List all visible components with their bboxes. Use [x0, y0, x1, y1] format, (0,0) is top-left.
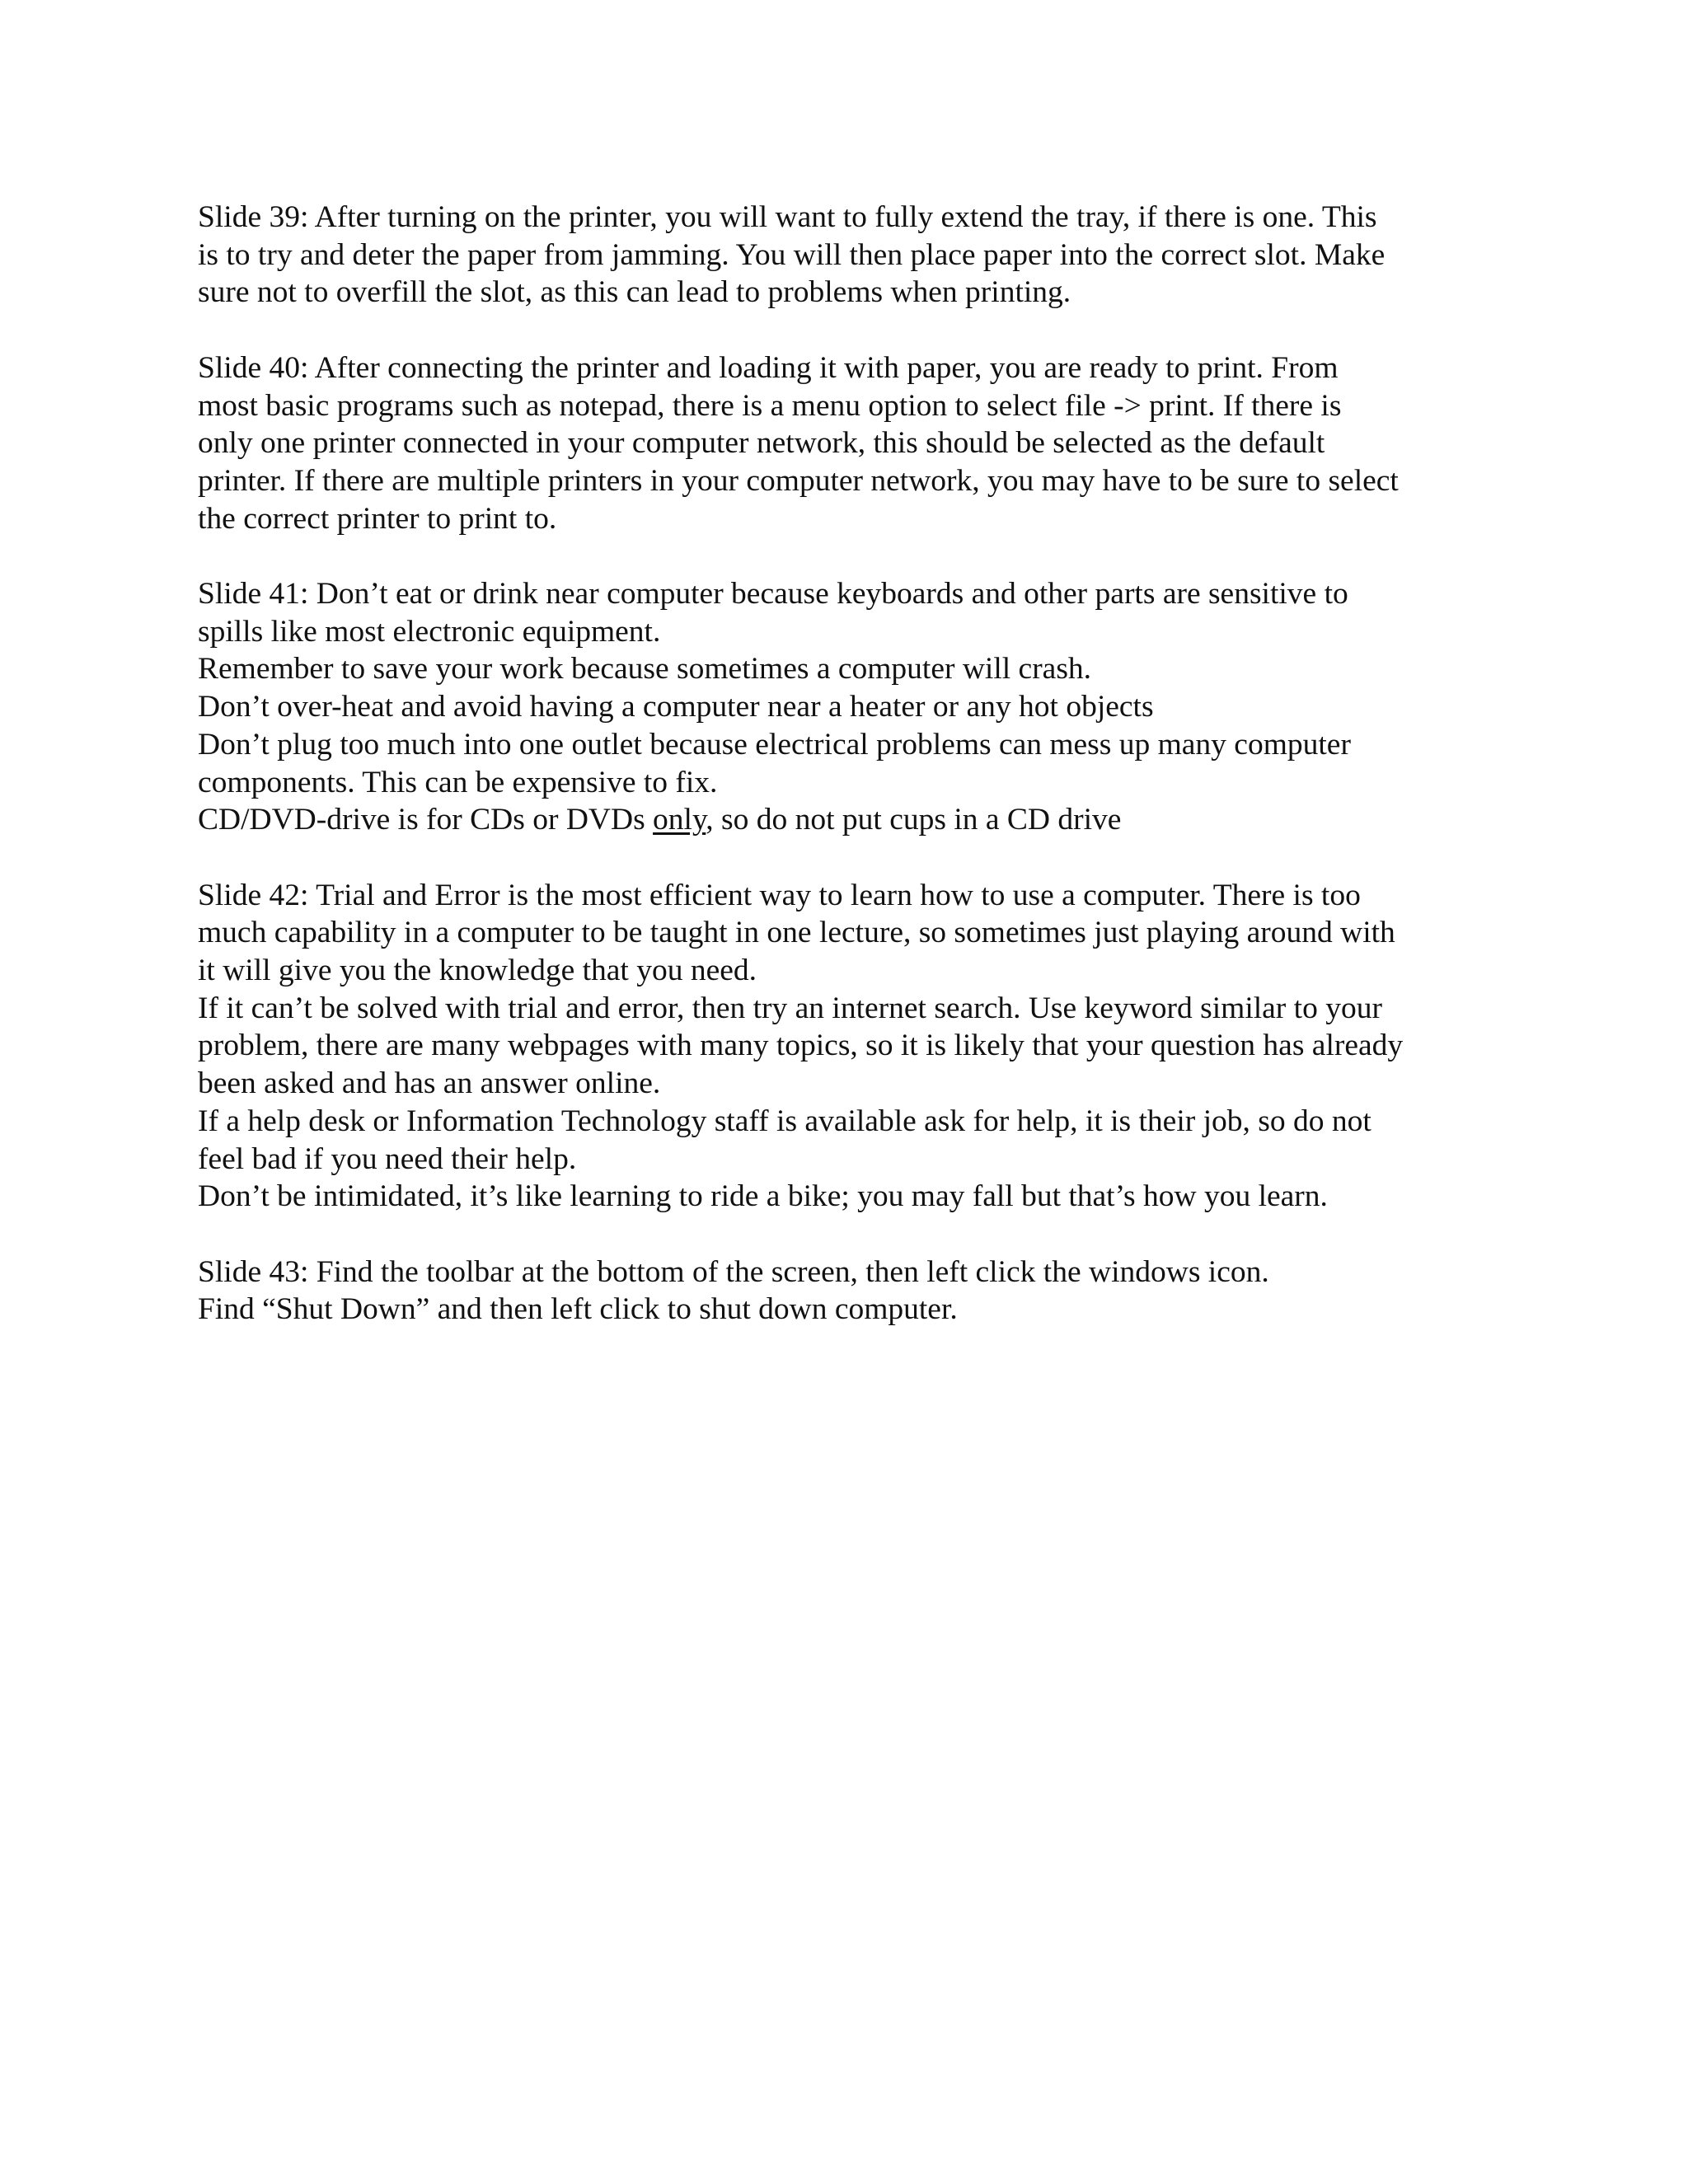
text-line: Slide 41: Don’t eat or drink near computer because keyboards and other parts are sensitive to: [198, 577, 1348, 611]
text-line: Slide 39: After turning on the printer, you will want to fully extend the tray, if there is one. This: [198, 200, 1377, 234]
slide-43-notes: [198, 1254, 1500, 1329]
cd-drive-line: [198, 801, 1500, 839]
text-line: If a help desk or Information Technology staff is available ask for help, it is their job, so do not: [198, 1104, 1372, 1138]
text-line: Don’t plug too much into one outlet because electrical problems can mess up many computer: [198, 727, 1351, 762]
text-line: feel bad if you need their help.: [198, 1141, 577, 1176]
slide-41-notes: [198, 575, 1500, 839]
text-line: Slide 40: After connecting the printer and loading it with paper, you are ready to print. From: [198, 350, 1339, 385]
text-line: printer. If there are multiple printers in your computer network, you may have to be sure to select: [198, 463, 1399, 498]
slide-42-notes: [198, 877, 1500, 1216]
text-line: much capability in a computer to be taught in one lecture, so sometimes just playing around with: [198, 916, 1395, 950]
text-line: sure not to overfill the slot, as this can lead to problems when printing.: [198, 275, 1071, 310]
text-line: If it can’t be solved with trial and error, then try an internet search. Use keyword similar to your: [198, 991, 1382, 1025]
underlined-word: only: [653, 803, 706, 837]
text-line: Don’t over-heat and avoid having a computer near a heater or any hot objects: [198, 690, 1154, 724]
text-line: problem, there are many webpages with many topics, so it is likely that your question has already: [198, 1029, 1404, 1063]
cd-line-end: , so do not put cups in a CD drive: [706, 803, 1122, 837]
text-line: components. This can be expensive to fix.: [198, 765, 718, 799]
text-line: Slide 43: Find the toolbar at the bottom of the screen, then left click the windows icon.: [198, 1254, 1269, 1289]
document-body: [198, 199, 1500, 1366]
text-line: is to try and deter the paper from jamming. You will then place paper into the correct slot. Make: [198, 237, 1386, 272]
text-line: most basic programs such as notepad, there is a menu option to select file -> print. If there is: [198, 388, 1342, 423]
text-line: been asked and has an answer online.: [198, 1066, 661, 1101]
text-line: Slide 42: Trial and Error is the most efficient way to learn how to use a computer. There is too: [198, 878, 1361, 912]
text-line: only one printer connected in your computer network, this should be selected as the default: [198, 426, 1325, 461]
text-line: it will give you the knowledge that you need.: [198, 954, 757, 988]
text-line: Remember to save your work because sometimes a computer will crash.: [198, 652, 1092, 687]
text-line: Don’t be intimidated, it’s like learning to ride a bike; you may fall but that’s how you learn.: [198, 1179, 1328, 1214]
text-line: spills like most electronic equipment.: [198, 614, 661, 649]
slide-39-notes: [198, 199, 1500, 312]
cd-line-start: CD/DVD-drive is for CDs or DVDs: [198, 803, 654, 837]
text-line: Find “Shut Down” and then left click to shut down computer.: [198, 1292, 958, 1327]
slide-40-notes: [198, 349, 1500, 538]
text-line: the correct printer to print to.: [198, 501, 557, 536]
